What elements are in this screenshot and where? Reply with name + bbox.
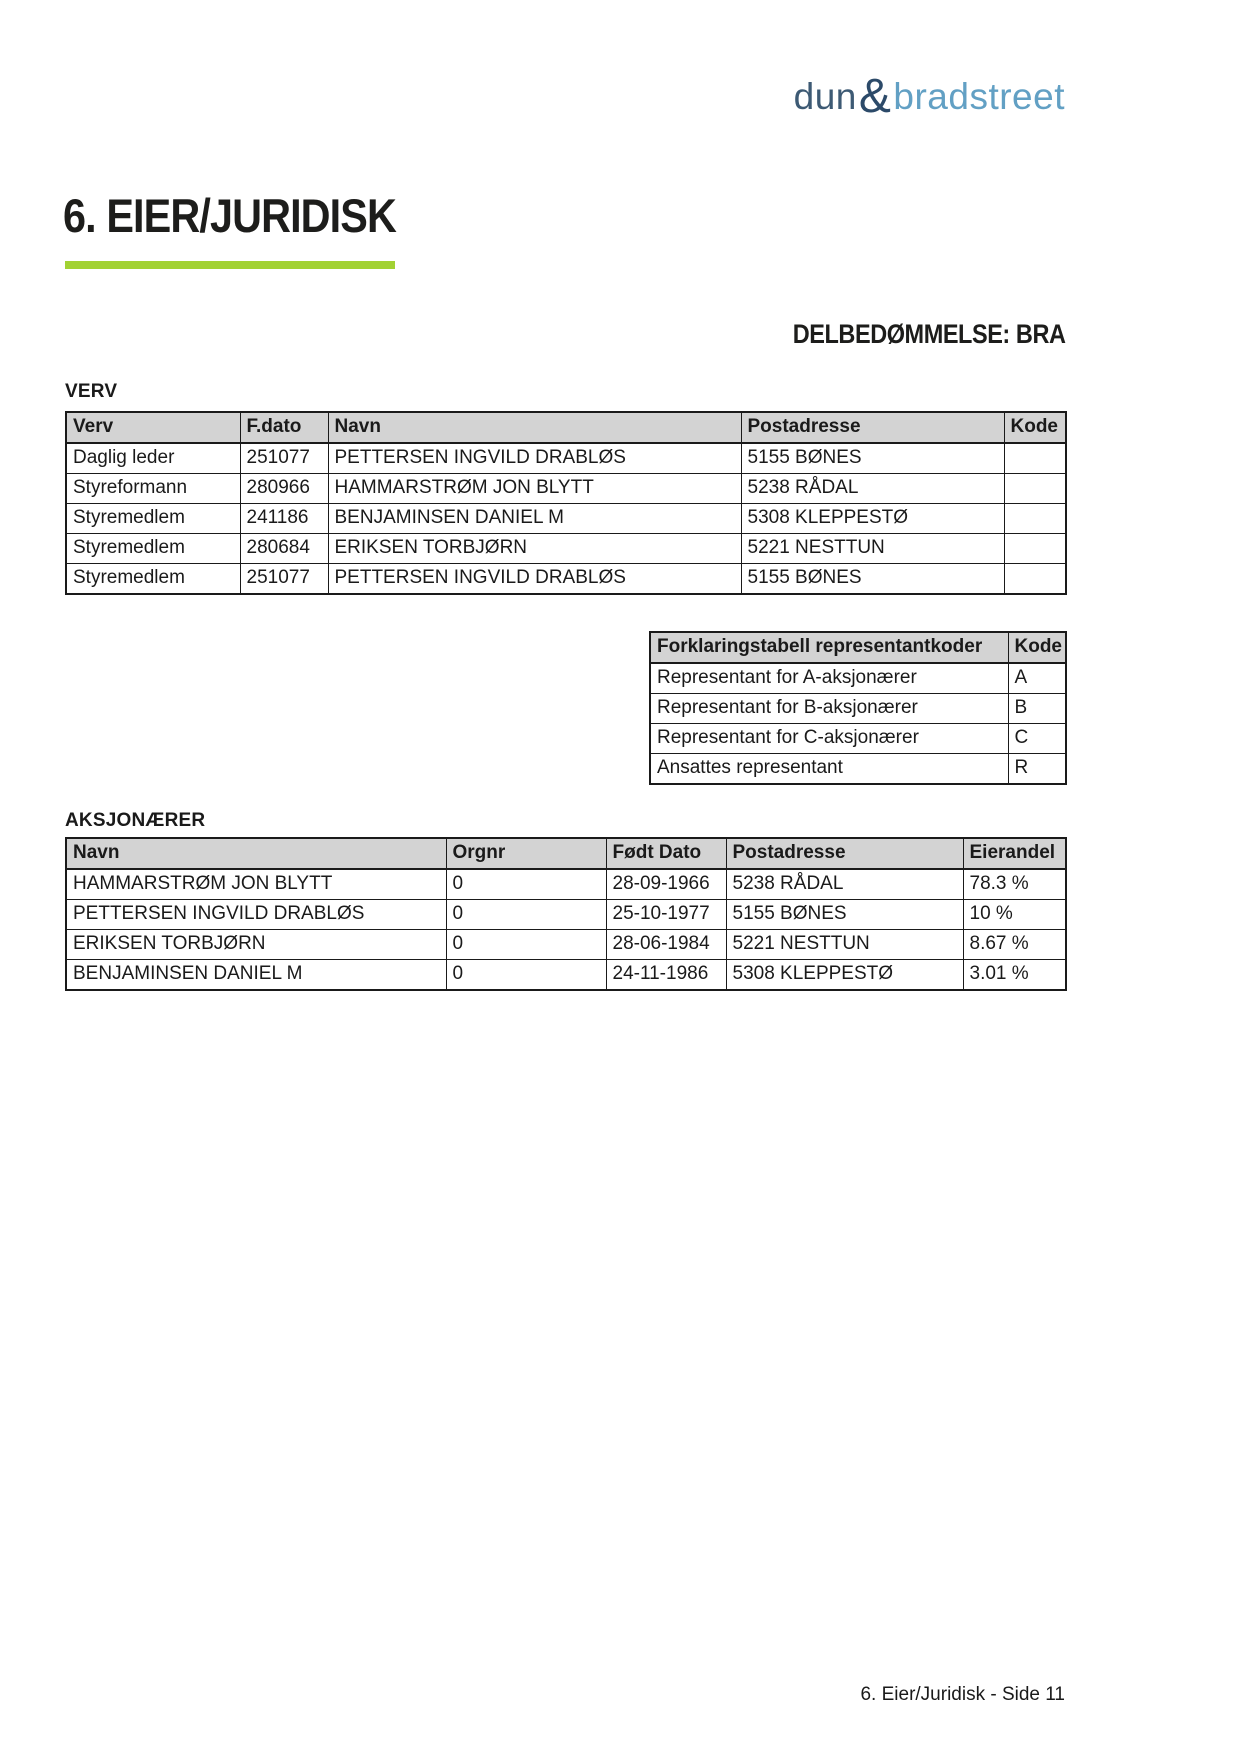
verv-table	[65, 411, 1067, 595]
table-cell: Representant for B-aksjonærer	[650, 694, 1008, 724]
table-cell: Styremedlem	[66, 504, 240, 534]
table-cell: 28-06-1984	[606, 930, 726, 960]
table-cell: 25-10-1977	[606, 900, 726, 930]
table-row	[66, 869, 1066, 900]
column-header: Forklaringstabell representantkoder	[650, 632, 1008, 663]
page-title: 6. EIER/JURIDISK	[63, 189, 396, 242]
table-row	[66, 564, 1066, 595]
column-header: Kode	[1004, 412, 1066, 443]
table-cell: Styremedlem	[66, 534, 240, 564]
table-cell: 5238 RÅDAL	[741, 474, 1004, 504]
table-cell: 78.3 %	[963, 869, 1066, 900]
table-cell: Styremedlem	[66, 564, 240, 595]
table-row	[66, 960, 1066, 991]
table-cell: 5155 BØNES	[741, 443, 1004, 474]
table-cell: 241186	[240, 504, 328, 534]
table-cell: HAMMARSTRØM JON BLYTT	[328, 474, 741, 504]
column-header: Kode	[1008, 632, 1066, 663]
table-row	[66, 474, 1066, 504]
table-cell: PETTERSEN INGVILD DRABLØS	[66, 900, 446, 930]
table-header-row	[66, 838, 1066, 869]
table-row	[650, 724, 1066, 754]
table-cell: Daglig leder	[66, 443, 240, 474]
table-header-row	[66, 412, 1066, 443]
table-cell: 5155 BØNES	[741, 564, 1004, 595]
table-cell	[1004, 564, 1066, 595]
table-cell: 280966	[240, 474, 328, 504]
table-row	[66, 900, 1066, 930]
table-row	[650, 663, 1066, 694]
table-cell	[1004, 504, 1066, 534]
table-cell: 5155 BØNES	[726, 900, 963, 930]
column-header: Postadresse	[726, 838, 963, 869]
logo-text-bradstreet: bradstreet	[893, 76, 1065, 117]
table-row	[650, 754, 1066, 785]
table-cell: 5308 KLEPPESTØ	[741, 504, 1004, 534]
table-row	[66, 534, 1066, 564]
table-header-row	[650, 632, 1066, 663]
table-cell: 10 %	[963, 900, 1066, 930]
table-cell: A	[1008, 663, 1066, 694]
dun-bradstreet-logo	[793, 70, 1065, 123]
table-cell: HAMMARSTRØM JON BLYTT	[66, 869, 446, 900]
table-cell: 280684	[240, 534, 328, 564]
table-cell: PETTERSEN INGVILD DRABLØS	[328, 564, 741, 595]
title-accent-bar	[65, 261, 395, 269]
column-header: Orgnr	[446, 838, 606, 869]
table-cell: 3.01 %	[963, 960, 1066, 991]
table-cell: Representant for A-aksjonærer	[650, 663, 1008, 694]
table-cell: C	[1008, 724, 1066, 754]
column-header: F.dato	[240, 412, 328, 443]
table-cell: 251077	[240, 564, 328, 595]
shareholders-section-label: AKSJONÆRER	[65, 810, 206, 831]
page-footer: 6. Eier/Juridisk - Side 11	[860, 1684, 1065, 1705]
section-rating-heading: DELBEDØMMELSE: BRA	[792, 319, 1065, 349]
table-cell: 28-09-1966	[606, 869, 726, 900]
table-cell: BENJAMINSEN DANIEL M	[328, 504, 741, 534]
table-cell: 0	[446, 960, 606, 991]
table-cell: 0	[446, 900, 606, 930]
table-row	[66, 504, 1066, 534]
column-header: Navn	[66, 838, 446, 869]
table-cell: Styreformann	[66, 474, 240, 504]
table-cell: 8.67 %	[963, 930, 1066, 960]
table-cell: Ansattes representant	[650, 754, 1008, 785]
table-cell: Representant for C-aksjonærer	[650, 724, 1008, 754]
table-cell: R	[1008, 754, 1066, 785]
table-cell	[1004, 534, 1066, 564]
shareholders-table	[65, 837, 1067, 991]
verv-section-label: VERV	[65, 381, 118, 402]
table-cell: 0	[446, 930, 606, 960]
column-header: Eierandel	[963, 838, 1066, 869]
table-cell: 5308 KLEPPESTØ	[726, 960, 963, 991]
table-cell: 5238 RÅDAL	[726, 869, 963, 900]
table-row	[650, 694, 1066, 724]
table-row	[66, 930, 1066, 960]
column-header: Født Dato	[606, 838, 726, 869]
table-cell: 5221 NESTTUN	[726, 930, 963, 960]
table-cell: ERIKSEN TORBJØRN	[328, 534, 741, 564]
ampersand-icon: &	[858, 70, 892, 123]
table-cell: PETTERSEN INGVILD DRABLØS	[328, 443, 741, 474]
table-cell: 24-11-1986	[606, 960, 726, 991]
table-cell: ERIKSEN TORBJØRN	[66, 930, 446, 960]
table-cell	[1004, 443, 1066, 474]
table-cell	[1004, 474, 1066, 504]
column-header: Verv	[66, 412, 240, 443]
table-row	[66, 443, 1066, 474]
column-header: Postadresse	[741, 412, 1004, 443]
table-cell: 5221 NESTTUN	[741, 534, 1004, 564]
table-cell: 0	[446, 869, 606, 900]
representative-codes-table	[649, 631, 1067, 785]
table-cell: BENJAMINSEN DANIEL M	[66, 960, 446, 991]
table-cell: 251077	[240, 443, 328, 474]
table-cell: B	[1008, 694, 1066, 724]
column-header: Navn	[328, 412, 741, 443]
logo-text-dun: dun	[793, 76, 857, 117]
